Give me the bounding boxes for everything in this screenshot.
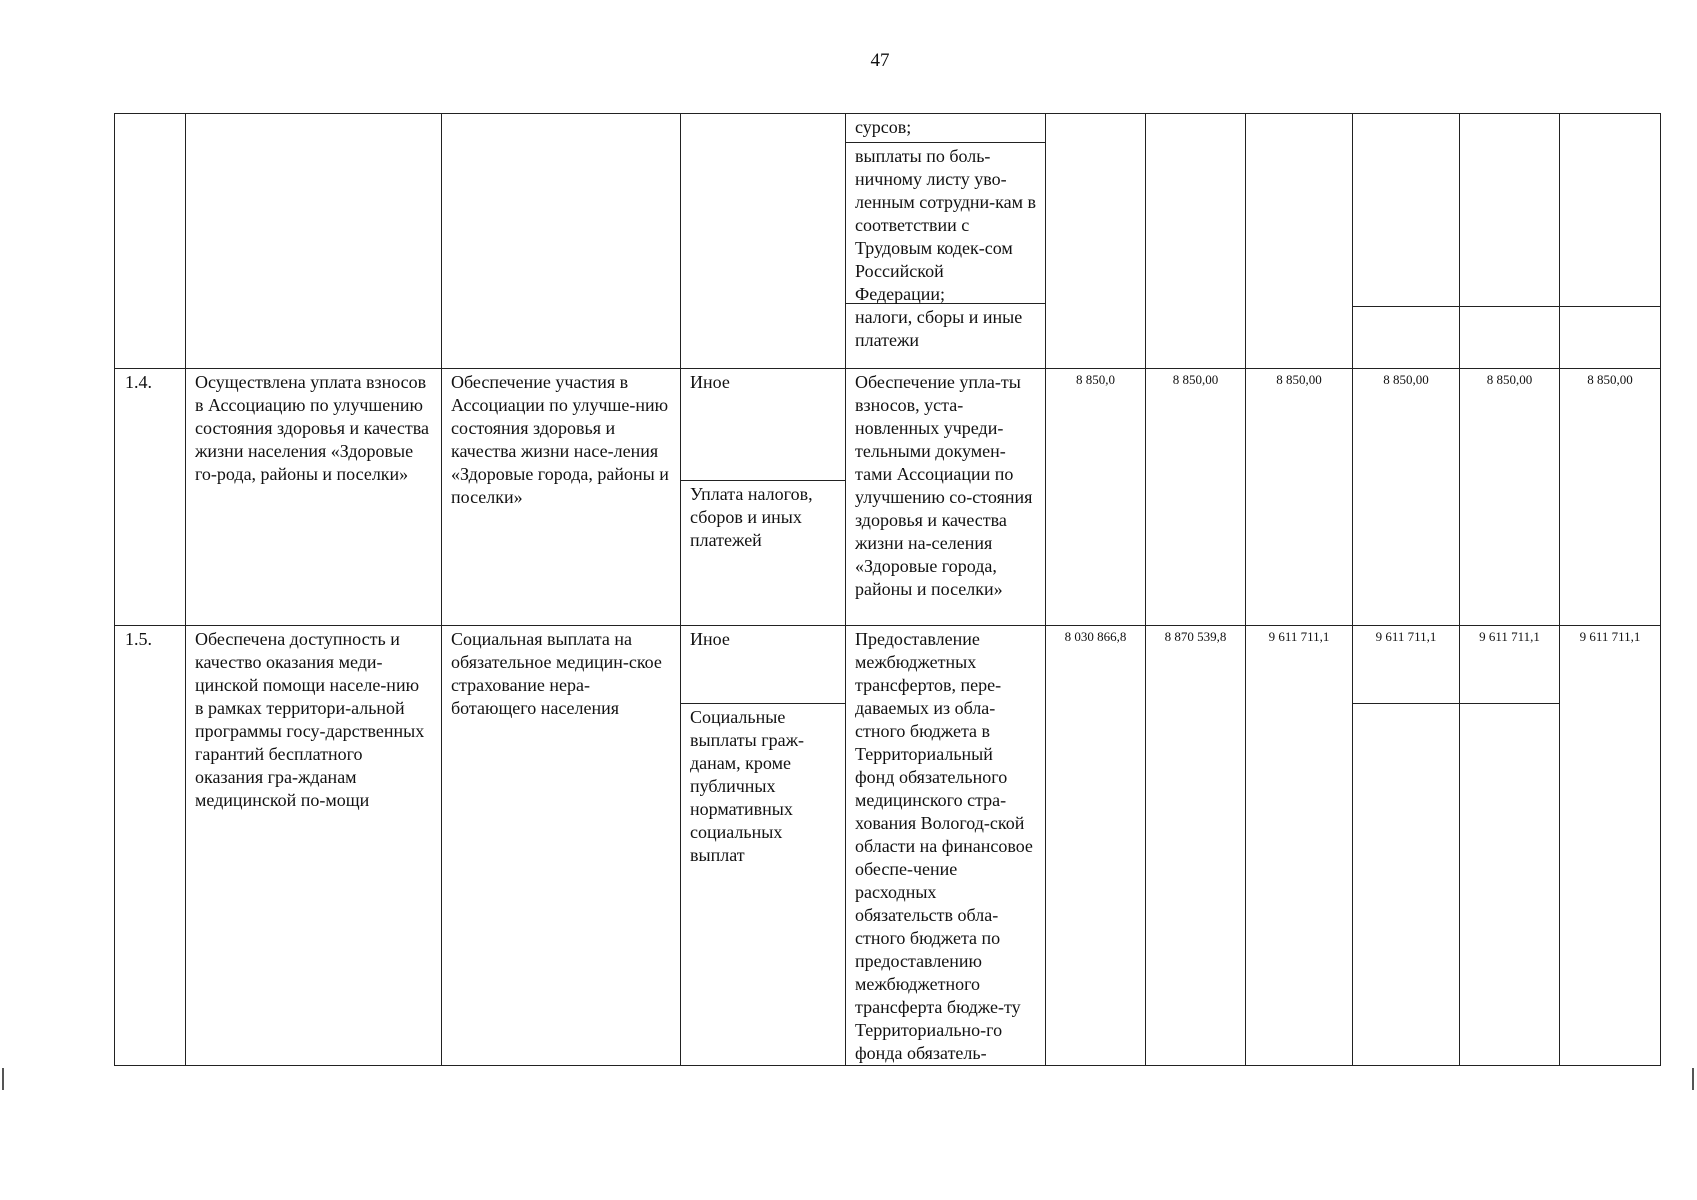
type-part: Иное bbox=[690, 629, 730, 649]
row-direction: Предоставление межбюджетных трансфертов, пере-даваемых из обла-стного бюджета в Территориальный фонд обязательного медицинского стра-хования Вологод-ской области на финансовое обеспе-чение расходных обязательств обла-стного бюджета по предоставлению межбюджетного трансферта бюдже-ту Территориально-го фонда обязатель- bbox=[846, 626, 1046, 1066]
value-cell: 8 850,00 bbox=[1146, 369, 1246, 626]
value-cell bbox=[1246, 114, 1353, 369]
type-part: Иное bbox=[690, 372, 730, 392]
margin-mark bbox=[1692, 1068, 1694, 1090]
value-cell: 8 850,00 bbox=[1560, 369, 1661, 626]
row-result bbox=[186, 114, 442, 369]
value-cell: 8 850,0 bbox=[1046, 369, 1146, 626]
direction-part: сурсов; bbox=[855, 117, 912, 137]
type-part: Социальные выплаты граж-данам, кроме публичных нормативных социальных выплат bbox=[681, 703, 845, 867]
value-text: 9 611 711,1 bbox=[1479, 629, 1540, 644]
value-cell: 8 030 866,8 bbox=[1046, 626, 1146, 1066]
row-event bbox=[442, 114, 681, 369]
row-result: Осуществлена уплата взносов в Ассоциацию по улучшению состояния здоровья и качества жизни населения «Здоровые го-рода, районы и поселки» bbox=[186, 369, 442, 626]
value-cell: 8 850,00 bbox=[1353, 369, 1460, 626]
row-index: 1.5. bbox=[115, 626, 186, 1066]
row-direction: Обеспечение упла-ты взносов, уста-новленных учреди-тельными докумен-тами Ассоциации по улучшению со-стояния здоровья и качества жизни на-селения «Здоровые города, районы и поселки» bbox=[846, 369, 1046, 626]
value-cell bbox=[1460, 114, 1560, 369]
row-direction bbox=[846, 114, 1046, 369]
type-part: Уплата налогов, сборов и иных платежей bbox=[681, 480, 845, 552]
table-row bbox=[115, 114, 1661, 369]
page-number: 47 bbox=[870, 50, 890, 71]
direction-part: налоги, сборы и иные платежи bbox=[846, 303, 1045, 352]
value-cell bbox=[1460, 626, 1560, 1066]
row-event: Обеспечение участия в Ассоциации по улучше-нию состояния здоровья и качества жизни насе-ления «Здоровые города, районы и поселки» bbox=[442, 369, 681, 626]
value-cell bbox=[1560, 114, 1661, 369]
table-row bbox=[115, 369, 1661, 626]
value-text: 9 611 711,1 bbox=[1375, 629, 1437, 644]
value-cell bbox=[1046, 114, 1146, 369]
row-type bbox=[681, 369, 846, 626]
row-type bbox=[681, 114, 846, 369]
table-row bbox=[115, 626, 1661, 1066]
value-cell: 8 850,00 bbox=[1460, 369, 1560, 626]
value-cell: 8 850,00 bbox=[1246, 369, 1353, 626]
value-cell bbox=[1353, 626, 1460, 1066]
value-cell: 9 611 711,1 bbox=[1560, 626, 1661, 1066]
row-type bbox=[681, 626, 846, 1066]
value-cell: 9 611 711,1 bbox=[1246, 626, 1353, 1066]
value-cell bbox=[1146, 114, 1246, 369]
row-index bbox=[115, 114, 186, 369]
value-cell bbox=[1353, 114, 1460, 369]
row-index: 1.4. bbox=[115, 369, 186, 626]
value-cell: 8 870 539,8 bbox=[1146, 626, 1246, 1066]
row-result: Обеспечена доступность и качество оказания меди-цинской помощи населе-нию в рамках территори-альной программы госу-дарственных гарантий бесплатного оказания гра-жданам медицинской по-мощи bbox=[186, 626, 442, 1066]
direction-part: выплаты по боль-ничному листу уво-ленным сотрудни-кам в соответствии с Трудовым кодек-сом Российской Федерации; bbox=[846, 142, 1045, 303]
margin-mark bbox=[2, 1068, 4, 1090]
budget-table bbox=[114, 113, 1661, 1066]
row-event: Социальная выплата на обязательное медицин-ское страхование нера-ботающего населения bbox=[442, 626, 681, 1066]
